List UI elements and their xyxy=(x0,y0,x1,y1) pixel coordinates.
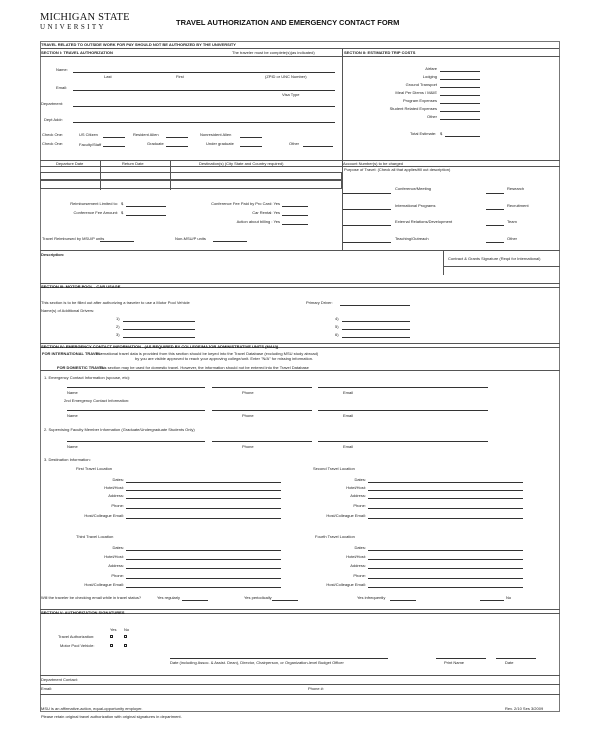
cost-field-program[interactable] xyxy=(440,103,480,104)
purpose-recruitment: Recruitment xyxy=(507,203,529,208)
sf-name-caption: Name xyxy=(67,444,78,449)
resident-alien-label: Resident Alien xyxy=(133,132,159,137)
section1-header-line xyxy=(40,56,560,57)
domestic-divider xyxy=(40,370,560,371)
section2-heading: SECTION II: ESTIMATED TRIP COSTS xyxy=(344,50,416,55)
graduate-blank[interactable] xyxy=(166,146,188,147)
motor-pool-note: This section is to be filled out after authorizing a traveler to use a Motor Pool Vehicle xyxy=(41,300,190,305)
driver-field-6[interactable] xyxy=(342,337,410,338)
cost-label-other: Other xyxy=(426,114,437,119)
email-field[interactable] xyxy=(73,90,335,91)
signature-line[interactable] xyxy=(443,266,560,267)
cost-label-meals: Meal Per Diems / M&IE xyxy=(395,90,437,95)
intl-travel-text2: by you are visible approved to reach your approving college/unit. Enter "N/A" for missing information. xyxy=(135,356,314,361)
loc4-phone-field[interactable] xyxy=(368,578,523,579)
total-estimate-label: Total Estimate: xyxy=(410,131,437,136)
loc1-hotel-label: Hotel/Host: xyxy=(104,485,124,490)
footer-eeo: MSU is an affirmative-action, equal-opportunity employer. xyxy=(41,706,143,711)
first-location-label: First Travel Location xyxy=(76,466,113,471)
cost-field-other[interactable] xyxy=(440,119,480,120)
us-citizen-blank[interactable] xyxy=(103,137,125,138)
dept-addr-field[interactable] xyxy=(73,122,335,123)
no-column-header: No xyxy=(124,627,130,632)
zpid-caption: (ZPID or UNC Number) xyxy=(265,74,307,79)
purpose-teaching: Teaching/Outreach xyxy=(395,236,429,241)
purpose-blank-international[interactable] xyxy=(343,209,391,210)
print-name-line[interactable] xyxy=(436,658,486,659)
dept-addr-label: Dept Addr: xyxy=(44,117,63,122)
yes-periodically-label: Yes periodically xyxy=(244,595,272,600)
intl-travel-label: FOR INTERNATIONAL TRAVEL: xyxy=(42,351,102,356)
name-label: Name: xyxy=(56,67,68,72)
cost-field-airfare[interactable] xyxy=(440,71,480,72)
driver-num-4: 4) xyxy=(335,316,339,321)
loc1-hotel-field[interactable] xyxy=(126,490,281,491)
ec2-email-caption: Email xyxy=(343,413,354,418)
loc3-address-label: Address: xyxy=(108,563,124,568)
yes-regularly-label: Yes regularly xyxy=(157,595,180,600)
loc4-hotel-field[interactable] xyxy=(368,559,523,560)
ec1-name-caption: Name xyxy=(67,390,78,395)
yes-column-header: Yes xyxy=(110,627,117,632)
loc1-address-field[interactable] xyxy=(126,498,281,499)
ec2-phone-field[interactable] xyxy=(212,410,312,411)
driver-field-4[interactable] xyxy=(342,321,410,322)
loc3-phone-label: Phone: xyxy=(111,573,124,578)
other-label: Other xyxy=(289,141,300,146)
loc3-email-label: Host/Colleague Email: xyxy=(84,582,124,587)
driver-num-1: 1) xyxy=(116,316,120,321)
third-location-label: Third Travel Location xyxy=(76,534,114,539)
purpose-label: Purpose of Travel: (Check all that applies/fill out description) xyxy=(344,167,451,172)
emergency-contact-2: 2nd Emergency Contact Information: xyxy=(64,398,130,403)
total-estimate-field[interactable] xyxy=(445,136,480,137)
domestic-travel-text: This section may be used for domestic travel. However, the information should not be entered into the Travel Database xyxy=(99,365,309,370)
us-citizen-label: US Citizen xyxy=(79,132,98,137)
sf-phone-field[interactable] xyxy=(212,441,312,442)
ec1-phone-caption: Phone xyxy=(242,390,254,395)
second-location-label: Second Travel Location xyxy=(313,466,355,471)
nonresident-alien-blank[interactable] xyxy=(240,137,262,138)
travel-msu-field[interactable] xyxy=(100,241,134,242)
supervising-faculty-q2: 2. Supervising Faculty Member Information (Graduate/Undergraduate Students Only) xyxy=(44,427,195,432)
loc3-phone-field[interactable] xyxy=(126,578,281,579)
ec1-email-field[interactable] xyxy=(318,387,488,388)
loc1-email-label: Host/Colleague Email: xyxy=(84,513,124,518)
reimb-dollar: $ xyxy=(121,201,124,206)
loc4-dates-field[interactable] xyxy=(368,550,523,551)
travel-auth-no-checkbox[interactable] xyxy=(124,635,127,638)
loc4-hotel-label: Hotel/Host: xyxy=(346,554,366,559)
cost-field-lodging[interactable] xyxy=(440,79,480,80)
purpose-other: Other xyxy=(507,236,518,241)
loc2-dates-field[interactable] xyxy=(368,482,523,483)
sf-phone-caption: Phone xyxy=(242,444,254,449)
resident-alien-blank[interactable] xyxy=(166,137,188,138)
first-caption: First xyxy=(176,74,184,79)
car-rental-field[interactable] xyxy=(282,215,308,216)
ec1-email-caption: Email xyxy=(343,390,354,395)
destination-info-q3: 3. Destination Information: xyxy=(44,457,91,462)
conf-fee-dollar: $ xyxy=(121,210,124,215)
other-blank[interactable] xyxy=(303,146,333,147)
print-name-caption: Print Name xyxy=(444,660,465,665)
dept-contact-label: Department Contact: xyxy=(41,677,78,682)
loc1-address-label: Address: xyxy=(108,493,124,498)
purpose-blank-recruitment[interactable] xyxy=(486,209,504,210)
emergency-contact-q1: 1. Emergency Contact Information (spouse, etc): xyxy=(44,375,131,380)
fourth-location-label: Fourth Travel Location xyxy=(315,534,355,539)
cost-field-meals[interactable] xyxy=(440,95,480,96)
intl-travel-text: International travel data is provided from this section should be keyed into the Travel Database (excluding MSU study abroad) xyxy=(96,351,319,356)
loc1-email-field[interactable] xyxy=(126,518,281,519)
check-one2-label: Check One: xyxy=(42,141,64,146)
non-msu-field[interactable] xyxy=(213,241,247,242)
driver-field-5[interactable] xyxy=(342,329,410,330)
loc4-address-label: Address: xyxy=(350,563,366,568)
account-number-header: Account Number(s) to be charged xyxy=(343,161,404,166)
loc1-dates-label: Dates: xyxy=(112,477,124,482)
sf-email-field[interactable] xyxy=(318,441,488,442)
loc2-hotel-label: Hotel/Host: xyxy=(346,485,366,490)
primary-driver-label: Primary Driver: xyxy=(306,300,333,305)
check-one-label: Check One: xyxy=(42,132,64,137)
ec2-name-field[interactable] xyxy=(67,410,205,411)
reimb-limited-label: Reimbursement Limited to: xyxy=(70,201,118,206)
purpose-blank-other[interactable] xyxy=(486,242,504,243)
car-rental-label: Car Rental: Yes xyxy=(252,210,280,215)
purpose-international: International Programs xyxy=(395,203,436,208)
undergraduate-label: Under graduate xyxy=(206,141,234,146)
destination-header: Destination(s) (City State and Country required) xyxy=(199,161,284,166)
purpose-blank-research[interactable] xyxy=(486,193,504,194)
cost-label-lodging: Lodging xyxy=(422,74,437,79)
action-billing-field[interactable] xyxy=(282,224,308,225)
section3-heading: SECTION III: MOTOR POOL - CAR USAGE xyxy=(40,283,560,288)
driver-num-5: 5) xyxy=(335,324,339,329)
yes-infrequently-label: Yes infrequently xyxy=(357,595,386,600)
driver-num-3: 3) xyxy=(116,332,120,337)
driver-field-2[interactable] xyxy=(123,329,195,330)
description-top-line xyxy=(40,250,560,251)
driver-field-1[interactable] xyxy=(123,321,195,322)
loc1-dates-field[interactable] xyxy=(126,482,281,483)
loc2-phone-field[interactable] xyxy=(368,508,523,509)
driver-num-2: 2) xyxy=(116,324,120,329)
loc3-hotel-field[interactable] xyxy=(126,559,281,560)
loc2-hotel-field[interactable] xyxy=(368,490,523,491)
loc3-dates-field[interactable] xyxy=(126,550,281,551)
loc4-email-field[interactable] xyxy=(368,587,523,588)
loc1-phone-field[interactable] xyxy=(126,508,281,509)
travel-auth-label: Travel Authorization: xyxy=(58,634,95,639)
last-caption: Last xyxy=(104,74,112,79)
reimb-limited-field[interactable] xyxy=(126,206,166,207)
no-blank[interactable] xyxy=(480,600,504,601)
conf-fee-amount-field[interactable] xyxy=(126,215,166,216)
checkin-question: Will the traveler be checking email while in travel status? xyxy=(41,595,142,600)
return-date-header: Return Date xyxy=(122,161,144,166)
travel-auth-yes-checkbox[interactable] xyxy=(110,635,113,638)
non-msu-label: Non-MSU/P units xyxy=(175,236,206,241)
driver-num-6: 6) xyxy=(335,332,339,337)
faculty-staff-label: Faculty/Staff xyxy=(79,142,102,147)
section1-note: The traveler must be complete(s)(as indicated) xyxy=(232,50,315,55)
loc2-address-field[interactable] xyxy=(368,498,523,499)
faculty-staff-blank[interactable] xyxy=(103,146,125,147)
date-line[interactable] xyxy=(496,658,536,659)
purpose-blank-teaching[interactable] xyxy=(343,242,391,243)
purpose-external: External Relations/Development xyxy=(395,219,453,224)
conf-fee-paid-field[interactable] xyxy=(282,206,308,207)
conf-fee-paid-label: Conference Fee Paid by Pro Card: Yes xyxy=(211,201,280,206)
action-billing-label: Action about billing : Yes xyxy=(236,219,280,224)
loc3-email-field[interactable] xyxy=(126,587,281,588)
loc2-email-field[interactable] xyxy=(368,518,523,519)
conf-fee-amount-label: Conference Fee Amount: xyxy=(73,210,118,215)
purpose-blank-external[interactable] xyxy=(343,225,391,226)
ec2-phone-caption: Phone xyxy=(242,413,254,418)
additional-drivers-label: Name(s) of Additional Drivers: xyxy=(41,308,95,313)
total-dollar-sign: $ xyxy=(440,131,443,136)
footer-retain-note: Please retain original travel authorization with original signatures in department. xyxy=(41,714,182,719)
loc4-phone-label: Phone: xyxy=(353,573,366,578)
dept-email-label: Email: xyxy=(41,686,53,691)
loc4-email-label: Host/Colleague Email: xyxy=(326,582,366,587)
loc4-dates-label: Dates: xyxy=(354,545,366,550)
loc4-address-field[interactable] xyxy=(368,568,523,569)
cost-label-airfare: Airfare xyxy=(425,66,437,71)
undergraduate-blank[interactable] xyxy=(240,146,262,147)
yes-infrequently-blank[interactable] xyxy=(390,600,416,601)
dept-contact-mid-line xyxy=(40,684,560,685)
loc3-dates-label: Dates: xyxy=(112,545,124,550)
purpose-blank-conference[interactable] xyxy=(343,193,391,194)
travel-msu-label: Travel Reimbursed by MSU/P units xyxy=(42,236,105,241)
grid-row-2[interactable] xyxy=(40,180,342,189)
cost-field-student[interactable] xyxy=(440,111,480,112)
grid-row-1[interactable] xyxy=(40,172,342,180)
section-divider-vertical xyxy=(342,48,343,160)
cost-label-program: Program Expenses xyxy=(402,98,437,103)
date-caption: Date xyxy=(505,660,514,665)
dept-contact-bottom-line xyxy=(40,694,560,695)
section1-heading: SECTION I: TRAVEL AUTHORIZATION xyxy=(41,50,113,55)
grid-top-line xyxy=(40,160,560,161)
email-label: Email: xyxy=(56,85,68,90)
primary-driver-field[interactable] xyxy=(340,305,410,306)
university-logo-line1: MICHIGAN STATE xyxy=(40,12,130,23)
cost-label-student: Student Related Expenses xyxy=(389,106,437,111)
dept-phone-label: Phone #: xyxy=(308,686,325,691)
section5-heading: SECTION V: AUTHORIZATION SIGNATURES xyxy=(40,609,560,614)
purpose-blank-team[interactable] xyxy=(486,225,504,226)
nonresident-alien-label: Nonresident Alien xyxy=(200,132,232,137)
grid-divider-account xyxy=(342,160,343,250)
form-title: TRAVEL AUTHORIZATION AND EMERGENCY CONTACT FORM xyxy=(176,18,400,27)
contracts-grants-signature: Contract & Grants Signature (Reqd for International) xyxy=(448,256,541,261)
loc2-phone-label: Phone: xyxy=(353,503,366,508)
department-label: Department: xyxy=(41,101,64,106)
motor-pool-no-checkbox[interactable] xyxy=(124,644,127,647)
purpose-research: Research xyxy=(507,186,525,191)
loc3-address-field[interactable] xyxy=(126,568,281,569)
ec1-name-field[interactable] xyxy=(67,387,205,388)
purpose-team: Team xyxy=(507,219,517,224)
name-field[interactable] xyxy=(73,72,335,73)
yes-regularly-blank[interactable] xyxy=(182,600,208,601)
dept-contact-top-line xyxy=(40,675,560,676)
loc2-email-label: Host/Colleague Email: xyxy=(326,513,366,518)
signature-caption: Date (including Assoc. & Assist. Dean), Director, Chairperson, or Organization-level Budget Officer xyxy=(170,660,344,665)
grid-header-line xyxy=(40,166,560,167)
department-field[interactable] xyxy=(73,106,335,107)
no-label: No xyxy=(506,595,512,600)
purpose-conference: Conference/Meeting xyxy=(395,186,432,191)
ec2-email-field[interactable] xyxy=(318,410,488,411)
loc2-address-label: Address: xyxy=(350,493,366,498)
cost-label-ground: Ground Transport xyxy=(405,82,437,87)
visa-caption: Visa Type xyxy=(282,92,300,97)
domestic-travel-label: FOR DOMESTIC TRAVEL: xyxy=(57,365,106,370)
signature-box-divider xyxy=(443,250,444,275)
approver-signature-line[interactable] xyxy=(170,658,388,659)
graduate-label: Graduate xyxy=(147,141,164,146)
yes-periodically-blank[interactable] xyxy=(272,600,298,601)
ec1-phone-field[interactable] xyxy=(212,387,312,388)
sf-name-field[interactable] xyxy=(67,441,205,442)
departure-date-header: Departure Date xyxy=(56,161,84,166)
sf-email-caption: Email xyxy=(343,444,354,449)
driver-field-3[interactable] xyxy=(123,337,195,338)
cost-field-ground[interactable] xyxy=(440,87,480,88)
motor-pool-yes-checkbox[interactable] xyxy=(110,644,113,647)
loc1-phone-label: Phone: xyxy=(111,503,124,508)
university-logo-line2: UNIVERSITY xyxy=(40,23,106,31)
loc2-dates-label: Dates: xyxy=(354,477,366,482)
loc3-hotel-label: Hotel/Host: xyxy=(104,554,124,559)
footer-revision: Rev. 2/10 Ses 3/2009 xyxy=(505,706,544,711)
outside-work-notice: TRAVEL RELATED TO OUTSIDE WORK FOR PAY SHOULD NOT BE AUTHORIZED BY THE UNIVERSITY xyxy=(41,42,236,47)
description-label: Description: xyxy=(41,252,65,257)
section4-heading: SECTION IV: EMERGENCY CONTACT INFORMATION - (AS REQUIRED BY COLLEGE/MAJOR ADMINISTRATIVE UNITS (MAU)) xyxy=(40,343,560,348)
motor-pool-auth-label: Motor Pool Vehicle: xyxy=(60,643,95,648)
ec2-name-caption: Name xyxy=(67,413,78,418)
